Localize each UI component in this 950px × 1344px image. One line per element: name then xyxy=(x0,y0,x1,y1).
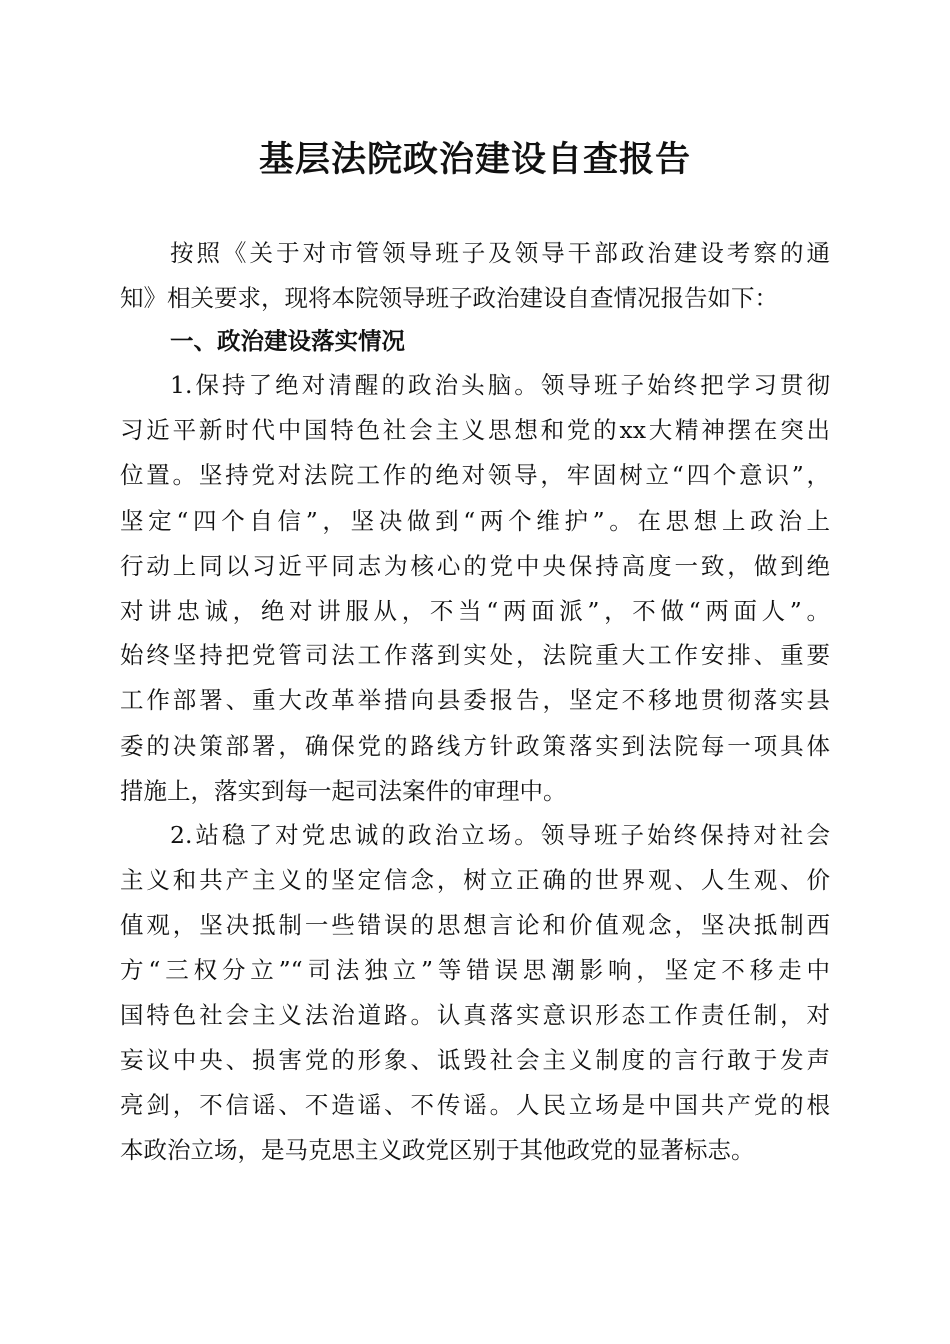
paragraph-line: 本政治立场，是马克思主义政党区别于其他政党的显著标志。 xyxy=(120,1136,755,1164)
paragraph-line: 委的决策部署，确保党的路线方针政策落实到法院每一项具体 xyxy=(120,732,830,760)
paragraph-line: 对讲忠诚，绝对讲服从，不当“两面派”，不做“两面人”。 xyxy=(120,597,830,625)
document-title: 基层法院政治建设自查报告 xyxy=(258,140,691,180)
paragraph-line: 工作部署、重大改革举措向县委报告，坚定不移地贯彻落实县 xyxy=(120,686,830,714)
paragraph-line: 行动上同以习近平同志为核心的党中央保持高度一致，做到绝 xyxy=(120,552,830,580)
paragraph-line: 1.保持了绝对清醒的政治头脑。领导班子始终把学习贯彻 xyxy=(170,371,830,399)
paragraph-line: 习近平新时代中国特色社会主义思想和党的xx大精神摆在突出 xyxy=(120,416,830,444)
paragraph-line: 亮剑，不信谣、不造谣、不传谣。人民立场是中国共产党的根 xyxy=(120,1091,830,1119)
paragraph-line: 国特色社会主义法治道路。认真落实意识形态工作责任制，对 xyxy=(120,1001,830,1029)
paragraph-line: 妄议中央、损害党的形象、诋毁社会主义制度的言行敢于发声 xyxy=(120,1046,830,1074)
paragraph-line: 值观，坚决抵制一些错误的思想言论和价值观念，坚决抵制西 xyxy=(120,911,830,939)
paragraph-line: 主义和共产主义的坚定信念，树立正确的世界观、人生观、价 xyxy=(120,866,830,894)
paragraph-line: 位置。坚持党对法院工作的绝对领导，牢固树立“四个意识”， xyxy=(120,461,830,489)
section-heading: 一、政治建设落实情况 xyxy=(170,327,405,355)
paragraph-line: 方“三权分立”“司法独立”等错误思潮影响，坚定不移走中 xyxy=(120,956,830,984)
paragraph-line: 坚定“四个自信”，坚决做到“两个维护”。在思想上政治上 xyxy=(120,507,830,535)
intro-line: 按照《关于对市管领导班子及领导干部政治建设考察的通 xyxy=(170,239,830,267)
paragraph-line: 始终坚持把党管司法工作落到实处，法院重大工作安排、重要 xyxy=(120,641,830,669)
paragraph-line: 措施上，落实到每一起司法案件的审理中。 xyxy=(120,777,567,805)
paragraph-line: 2.站稳了对党忠诚的政治立场。领导班子始终保持对社会 xyxy=(170,821,830,849)
intro-line: 知》相关要求，现将本院领导班子政治建设自查情况报告如下： xyxy=(120,284,778,312)
